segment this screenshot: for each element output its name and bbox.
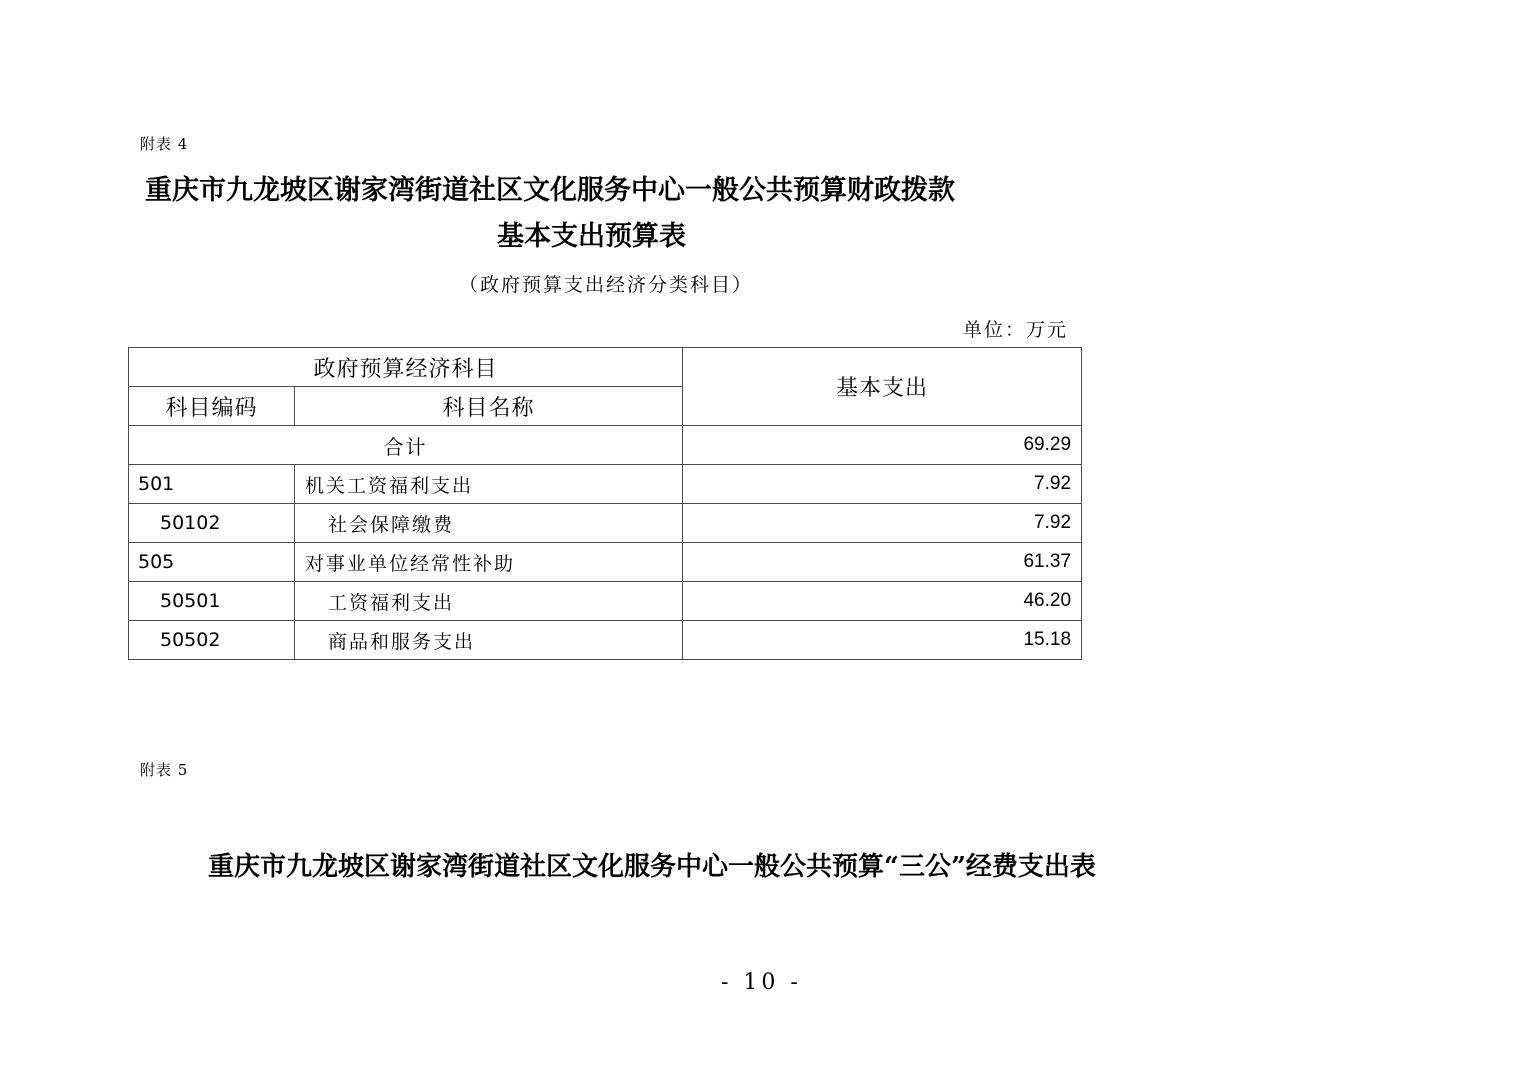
row-value: 46.20: [683, 582, 1082, 621]
row-name: 工资福利支出: [295, 582, 683, 621]
row-value: 15.18: [683, 621, 1082, 660]
row-value: 7.92: [683, 504, 1082, 543]
table-header-row-1: [129, 348, 1082, 387]
appendix-4-label: 附表 4: [140, 135, 189, 153]
table-row: [129, 621, 1082, 660]
row-name: 机关工资福利支出: [295, 465, 683, 504]
total-value: 69.29: [683, 426, 1082, 465]
header-subject-code: 科目编码: [129, 387, 295, 426]
row-name: 对事业单位经常性补助: [295, 543, 683, 582]
unit-label: 单位：万元: [963, 319, 1069, 341]
total-label: 合计: [129, 426, 683, 465]
budget-table: [128, 347, 1082, 660]
appendix-5-label: 附表 5: [140, 761, 189, 779]
table-row: [129, 543, 1082, 582]
row-code: 50502: [129, 621, 295, 660]
appendix-4-title-line1: 重庆市九龙坡区谢家湾街道社区文化服务中心一般公共预算财政拨款: [145, 175, 955, 206]
table-row-total: [129, 426, 1082, 465]
table-row: [129, 582, 1082, 621]
table-row: [129, 504, 1082, 543]
row-name: 社会保障缴费: [295, 504, 683, 543]
page-number: - 10 -: [721, 970, 802, 995]
appendix-4-title-line2: 基本支出预算表: [497, 221, 686, 252]
row-value: 61.37: [683, 543, 1082, 582]
appendix-4-subtitle: （政府预算支出经济分类科目）: [459, 274, 754, 296]
row-code: 501: [129, 465, 295, 504]
header-basic-expenditure: 基本支出: [683, 348, 1082, 426]
row-code: 50102: [129, 504, 295, 543]
header-subject-name: 科目名称: [295, 387, 683, 426]
appendix-5-title: 重庆市九龙坡区谢家湾街道社区文化服务中心一般公共预算“三公”经费支出表: [208, 852, 1096, 882]
header-economic-subject: 政府预算经济科目: [129, 348, 683, 387]
row-code: 505: [129, 543, 295, 582]
row-name: 商品和服务支出: [295, 621, 683, 660]
table-row: [129, 465, 1082, 504]
row-value: 7.92: [683, 465, 1082, 504]
row-code: 50501: [129, 582, 295, 621]
